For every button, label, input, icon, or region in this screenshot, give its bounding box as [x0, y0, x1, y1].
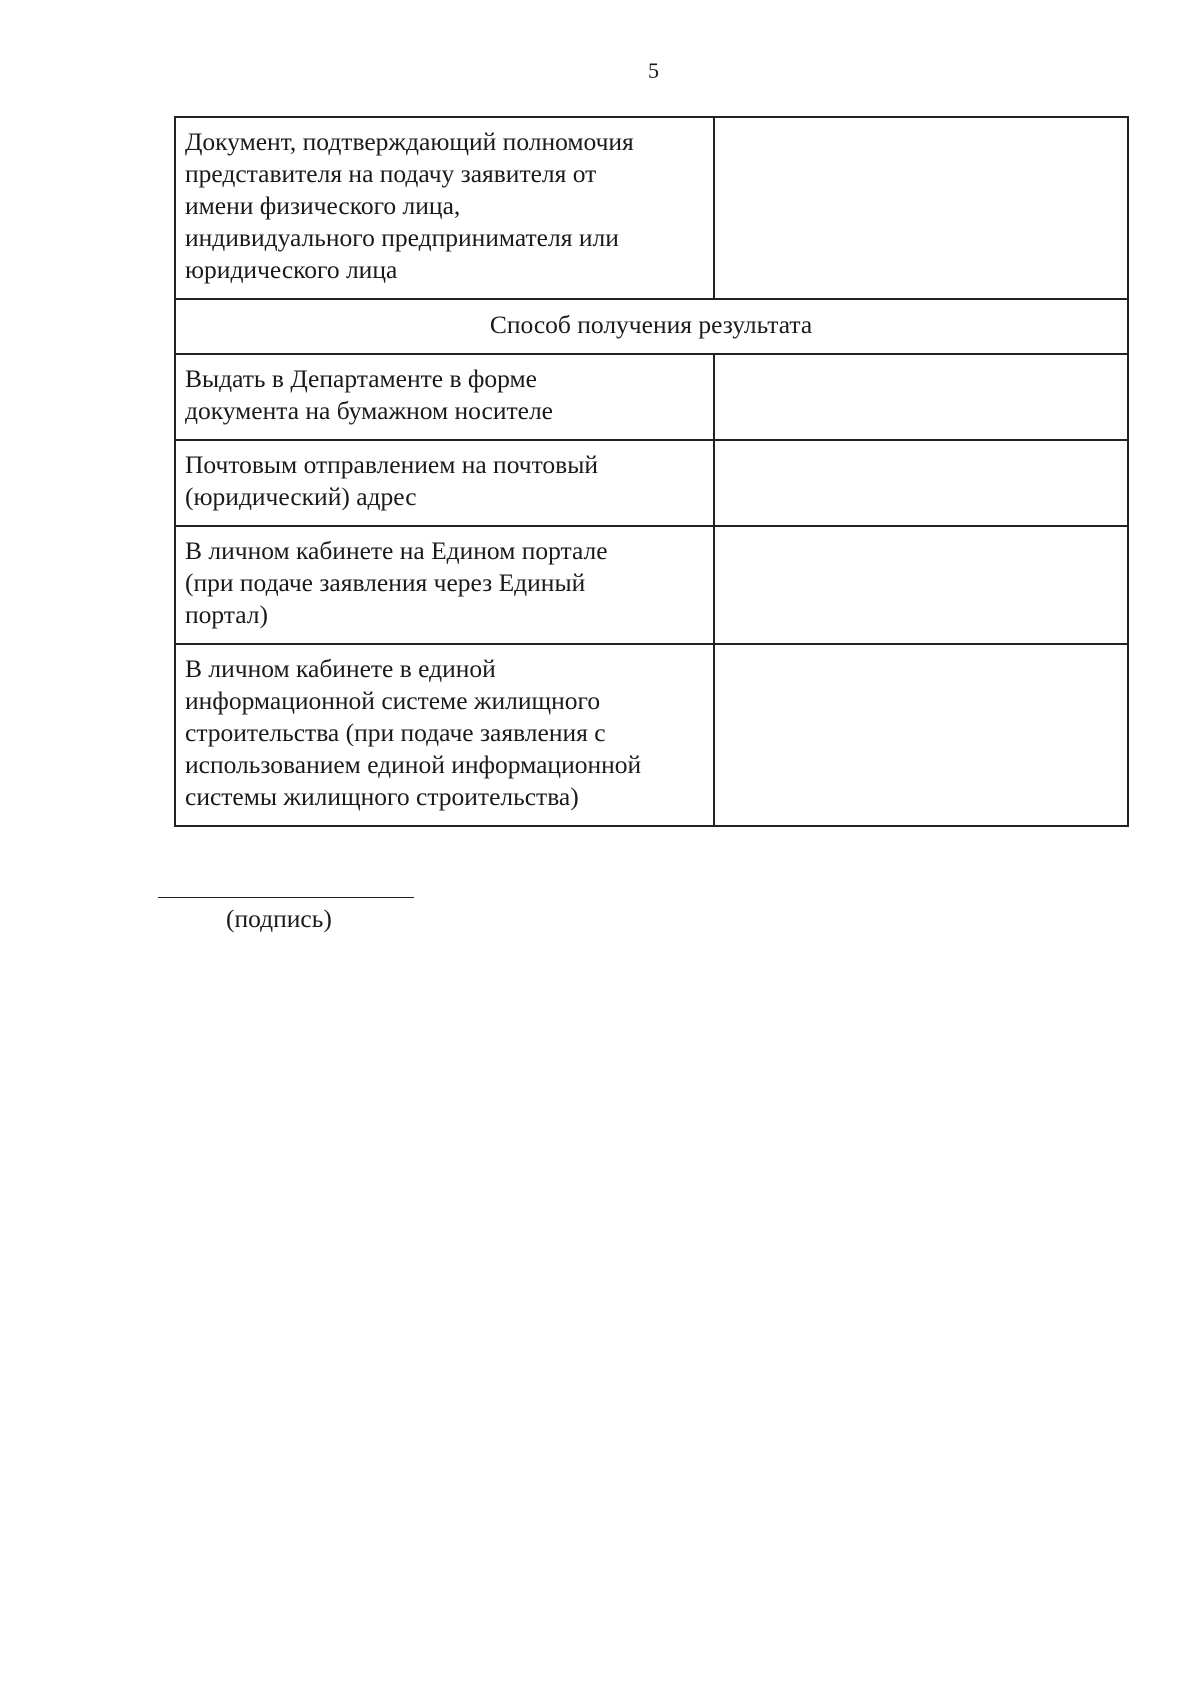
representative-document-label: Документ, подтверждающий полномочия представителя на подачу заявителя от имени физического лица, индивидуального предпринимателя или юридического лица: [175, 117, 714, 299]
result-option-portal-label: В личном кабинете на Едином портале (при подаче заявления через Единый портал): [175, 526, 714, 644]
section-header-row: [175, 299, 1128, 354]
signature-caption: (подпись): [226, 904, 332, 933]
result-option-portal-value-cell[interactable]: [714, 526, 1128, 644]
result-option-paper-label: Выдать в Департаменте в форме документа на бумажном носителе: [175, 354, 714, 440]
signature-line[interactable]: [158, 897, 414, 898]
page-number: 5: [648, 58, 659, 83]
result-option-isgs-label: В личном кабинете в единой информационной системе жилищного строительства (при подаче заявления с использованием единой информационной системы жилищного строительства): [175, 644, 714, 826]
result-option-isgs-value-cell[interactable]: [714, 644, 1128, 826]
table-row-result-paper: [175, 354, 1128, 440]
table-row-result-portal: [175, 526, 1128, 644]
section-header-result-method: Способ получения результата: [175, 299, 1128, 354]
table-row-result-post: [175, 440, 1128, 526]
result-option-paper-value-cell[interactable]: [714, 354, 1128, 440]
table-row-result-isgs: [175, 644, 1128, 826]
table-row-representative-document: [175, 117, 1128, 299]
result-option-post-label: Почтовым отправлением на почтовый (юридический) адрес: [175, 440, 714, 526]
application-form-table: [174, 116, 1129, 827]
representative-document-value-cell[interactable]: [714, 117, 1128, 299]
result-option-post-value-cell[interactable]: [714, 440, 1128, 526]
